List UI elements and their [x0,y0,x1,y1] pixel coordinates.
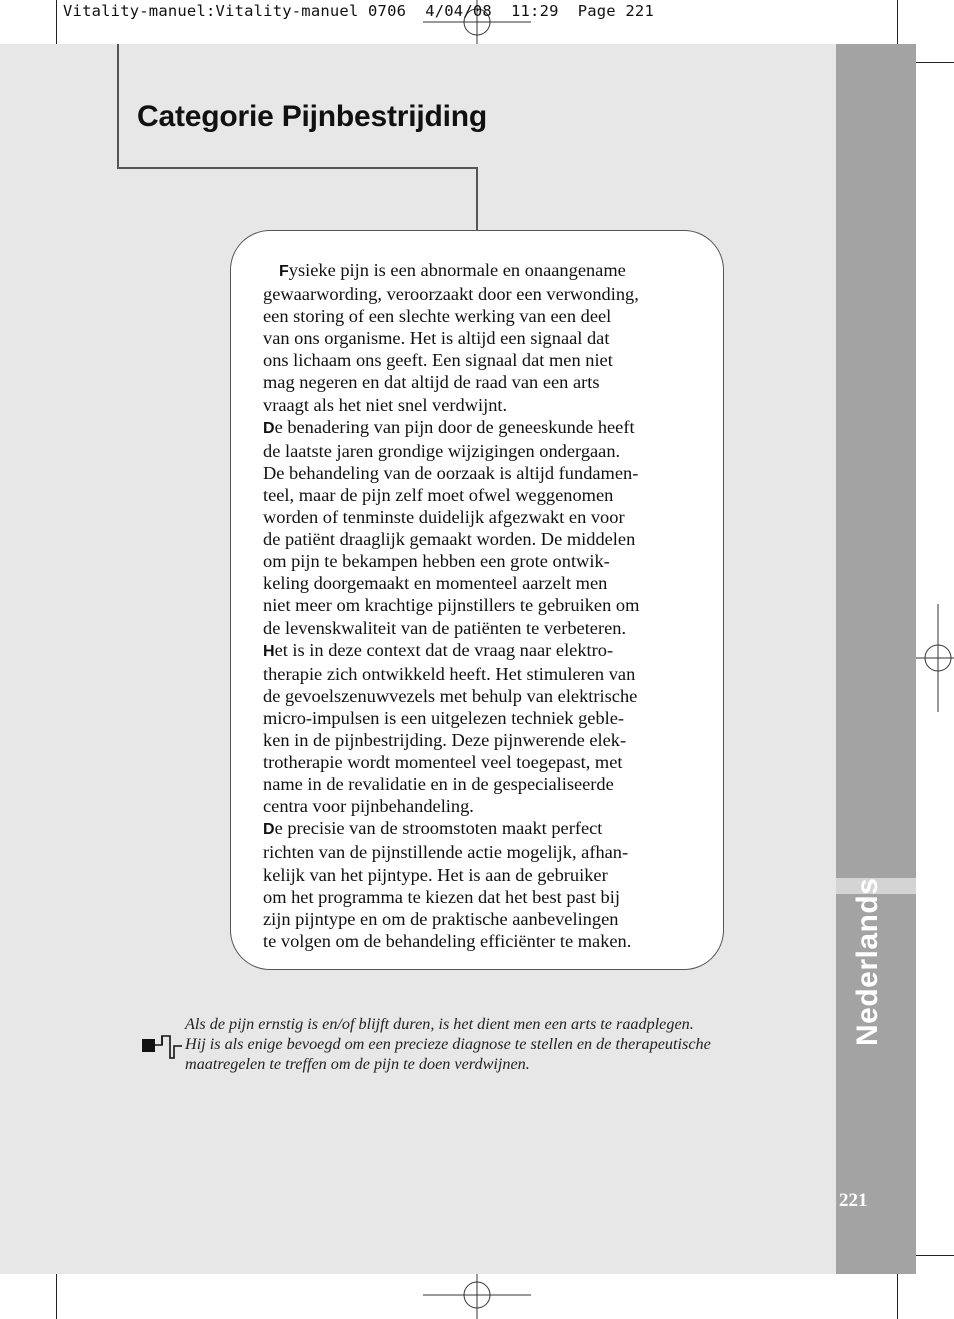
body-line: niet meer om krachtige pijnstillers te gebruiken om [263,595,640,616]
drop-initial: F [279,263,289,280]
drop-initial: D [263,821,275,839]
crop-mark [56,0,57,48]
body-line: centra voor pijnbehandeling. [263,796,474,817]
body-line: name in de revalidatie en in de gespecialiseerde [263,774,614,795]
note-line: maatregelen te treffen om de pijn te doen verdwijnen. [185,1055,530,1073]
body-line: richten van de pijnstillende actie mogelijk, afhan- [263,842,629,863]
warning-plug-icon [140,1028,186,1062]
body-line: de gevoelszenuwvezels met behulp van elektrische [263,685,638,706]
body-line: gewaarwording, veroorzaakt door een verwonding, [263,284,639,305]
body-line: om pijn te bekampen hebben een grote ontwik- [263,551,610,572]
body-line: De precisie van de stroomstoten maakt perfect [263,818,603,839]
crop-mark [911,1255,954,1256]
body-line: de levenskwaliteit van de patiënten te verbeteren. [263,617,627,638]
page-title: Categorie Pijnbestrijding [137,100,488,133]
print-slug: Vitality-manuel:Vitality-manuel 0706 4/04/08 11:29 Page 221 [63,2,654,20]
drop-initial: D [263,419,275,437]
language-sidebar [836,44,916,1274]
body-line: Fysieke pijn is een abnormale en onaangename [279,260,626,280]
body-line: worden of tenminste duidelijk afgezwakt en voor [263,507,625,528]
body-text [263,259,703,952]
drop-initial: H [263,642,275,660]
registration-mark-icon [910,604,954,712]
body-line: mag negeren en dat altijd de raad van een arts [263,372,600,393]
title-frame-bottom [117,167,478,169]
body-line: De benadering van pijn door de geneeskunde heeft [263,416,635,437]
crop-mark [911,62,954,63]
body-line: micro-impulsen is een uitgelezen techniek geble- [263,707,625,728]
crop-mark [56,1270,57,1319]
warning-note [185,1014,711,1074]
body-line: kelijk van het pijntype. Het is aan de gebruiker [263,864,608,885]
body-line: ken in de pijnbestrijding. Deze pijnwerende elek- [263,729,627,750]
body-line: de laatste jaren grondige wijzigingen ondergaan. [263,440,621,461]
body-line: teel, maar de pijn zelf moet ofwel weggenomen [263,484,614,505]
body-line: ons lichaam ons geeft. Een signaal dat men niet [263,350,613,371]
body-line: de patiënt draaglijk gemaakt worden. De middelen [263,529,636,550]
body-line: een storing of een slechte werking van een deel [263,306,612,327]
crop-mark [897,0,898,48]
crop-mark [897,1270,898,1319]
title-frame-left [117,44,119,168]
body-line: zijn pijntype en om de praktische aanbevelingen [263,908,619,929]
body-line: van ons organisme. Het is altijd een signaal dat [263,328,610,349]
note-line: Als de pijn ernstig is en/of blijft duren, is het dient men een arts te raadplegen. [185,1015,694,1033]
registration-mark-icon [423,1270,531,1319]
language-label: Nederlands [851,877,884,1046]
body-line: vraagt als het niet snel verdwijnt. [263,394,508,415]
title-frame-connector [476,167,478,231]
body-line: Het is in deze context dat de vraag naar elektro- [263,639,614,660]
body-line: De behandeling van de oorzaak is altijd fundamen- [263,462,639,483]
body-line: trotherapie wordt momenteel veel toegepast, met [263,752,623,773]
body-line: te volgen om de behandeling efficiënter te maken. [263,930,632,951]
note-line: Hij is als enige bevoegd om een precieze diagnose te stellen en de therapeutische [185,1035,711,1053]
body-line: therapie zich ontwikkeld heeft. Het stimuleren van [263,663,636,684]
body-line: om het programma te kiezen dat het best past bij [263,886,620,907]
page-number: 221 [839,1190,868,1211]
body-line: keling doorgemaakt en momenteel aarzelt men [263,573,608,594]
